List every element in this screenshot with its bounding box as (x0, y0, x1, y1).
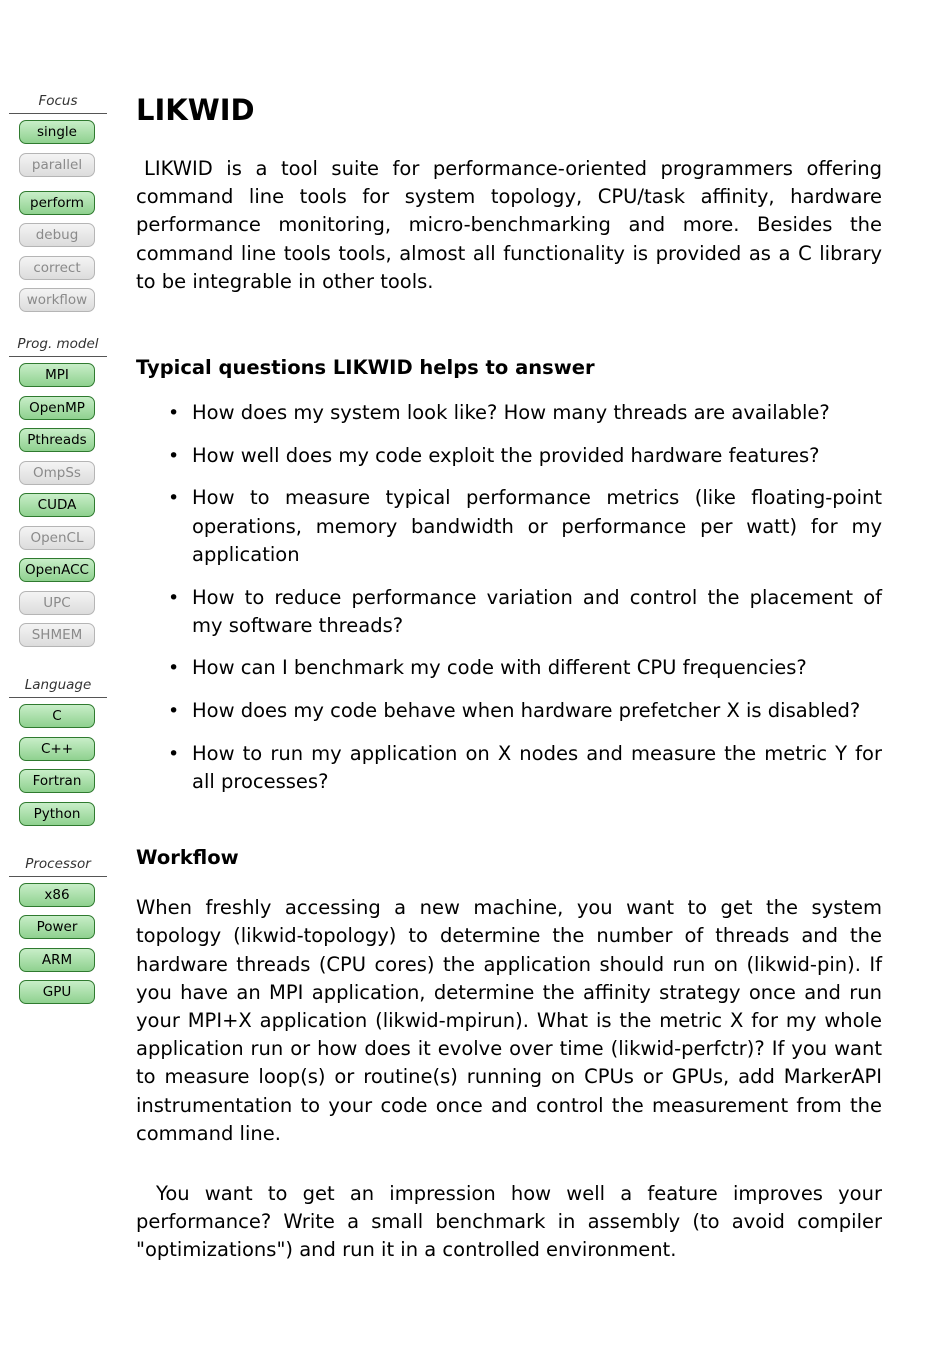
questions-list (136, 399, 882, 796)
question-text: How can I benchmark my code with different CPU frequencies? (192, 656, 807, 680)
question-text: How well does my code exploit the provided hardware features? (192, 443, 820, 467)
bullet-icon: • (168, 742, 180, 765)
question-text: How to reduce performance variation and control the placement of my software threads? (192, 585, 882, 637)
tag-perform[interactable]: perform (19, 191, 95, 215)
sidebar-heading-language: Language (9, 677, 107, 698)
tag-openmp[interactable]: OpenMP (19, 396, 95, 420)
tag-ompss[interactable]: OmpSs (19, 461, 95, 485)
page-title: LIKWID (136, 93, 255, 127)
bullet-icon: • (168, 444, 180, 467)
bullet-icon: • (168, 586, 180, 609)
intro-paragraph: LIKWID is a tool suite for performance-oriented programmers offering command line tools for system topology, CPU/task affinity, hardware performance monitoring, micro-benchmarking and more. Besides the command line tools tools, almost all functionality is provided as a C library to be integrable in other tools. (136, 157, 882, 293)
questions-heading: Typical questions LIKWID helps to answer (136, 356, 595, 380)
workflow-paragraph-1: When freshly accessing a new machine, you want to get the system topology (likwid-topology) to determine the number of threads and the hardware threads (CPU cores) the application should run on (likwid-pin). If you have an MPI application, determine the affinity strategy once and run your MPI+X application (likwid-mpirun). What is the metric X for my whole application run or how does it evolve over time (likwid-perfctr)? If you want to measure loop(s) or routine(s) running on CPUs or GPUs, add MarkerAPI instrumentation to your code once and control the measurement from the command line. (136, 896, 882, 1145)
tag-cuda[interactable]: CUDA (19, 493, 95, 517)
workflow-paragraph-2: You want to get an impression how well a feature improves your performance? Write a small benchmark in assembly (to avoid compiler "optimizations") and run it in a controlled environment. (136, 1182, 882, 1262)
tag-parallel[interactable]: parallel (19, 153, 95, 177)
tag-fortran[interactable]: Fortran (19, 769, 95, 793)
tag-c[interactable]: C (19, 704, 95, 728)
sidebar-group-focus (9, 93, 107, 312)
tag-arm[interactable]: ARM (19, 948, 95, 972)
tag-debug[interactable]: debug (19, 223, 95, 247)
tag-single[interactable]: single (19, 120, 95, 144)
bullet-icon: • (168, 487, 180, 510)
tag-x86[interactable]: x86 (19, 883, 95, 907)
list-item (136, 740, 882, 796)
tag-cpp[interactable]: C++ (19, 737, 95, 761)
list-item (136, 654, 882, 682)
tag-gpu[interactable]: GPU (19, 980, 95, 1004)
tag-mpi[interactable]: MPI (19, 363, 95, 387)
question-text: How does my code behave when hardware prefetcher X is disabled? (192, 699, 861, 723)
sidebar-group-prog-model (9, 336, 107, 647)
question-text: How to run my application on X nodes and measure the metric Y for all processes? (192, 741, 882, 794)
question-text: How to measure typical performance metrics (like floating-point operations, memory bandwidth or performance per watt) for my application (192, 486, 882, 566)
tag-python[interactable]: Python (19, 802, 95, 826)
tag-workflow[interactable]: workflow (19, 288, 95, 312)
sidebar-group-processor (9, 856, 107, 1005)
bullet-icon: • (168, 402, 180, 425)
list-item (136, 584, 882, 640)
tag-pthreads[interactable]: Pthreads (19, 428, 95, 452)
tag-upc[interactable]: UPC (19, 591, 95, 615)
workflow-heading: Workflow (136, 846, 239, 870)
tag-opencl[interactable]: OpenCL (19, 526, 95, 550)
bullet-icon: • (168, 700, 180, 723)
list-item (136, 399, 882, 427)
list-item (136, 484, 882, 569)
list-item (136, 442, 882, 470)
sidebar-heading-processor: Processor (9, 856, 107, 877)
tag-correct[interactable]: correct (19, 256, 95, 280)
sidebar (9, 93, 107, 1022)
tag-power[interactable]: Power (19, 915, 95, 939)
tag-openacc[interactable]: OpenACC (19, 558, 95, 582)
sidebar-heading-prog-model: Prog. model (9, 336, 107, 357)
list-item (136, 697, 882, 725)
main-content (136, 84, 882, 1265)
question-text: How does my system look like? How many threads are available? (192, 401, 830, 425)
sidebar-group-language (9, 677, 107, 826)
sidebar-heading-focus: Focus (9, 93, 107, 114)
tag-shmem[interactable]: SHMEM (19, 623, 95, 647)
bullet-icon: • (168, 657, 180, 680)
